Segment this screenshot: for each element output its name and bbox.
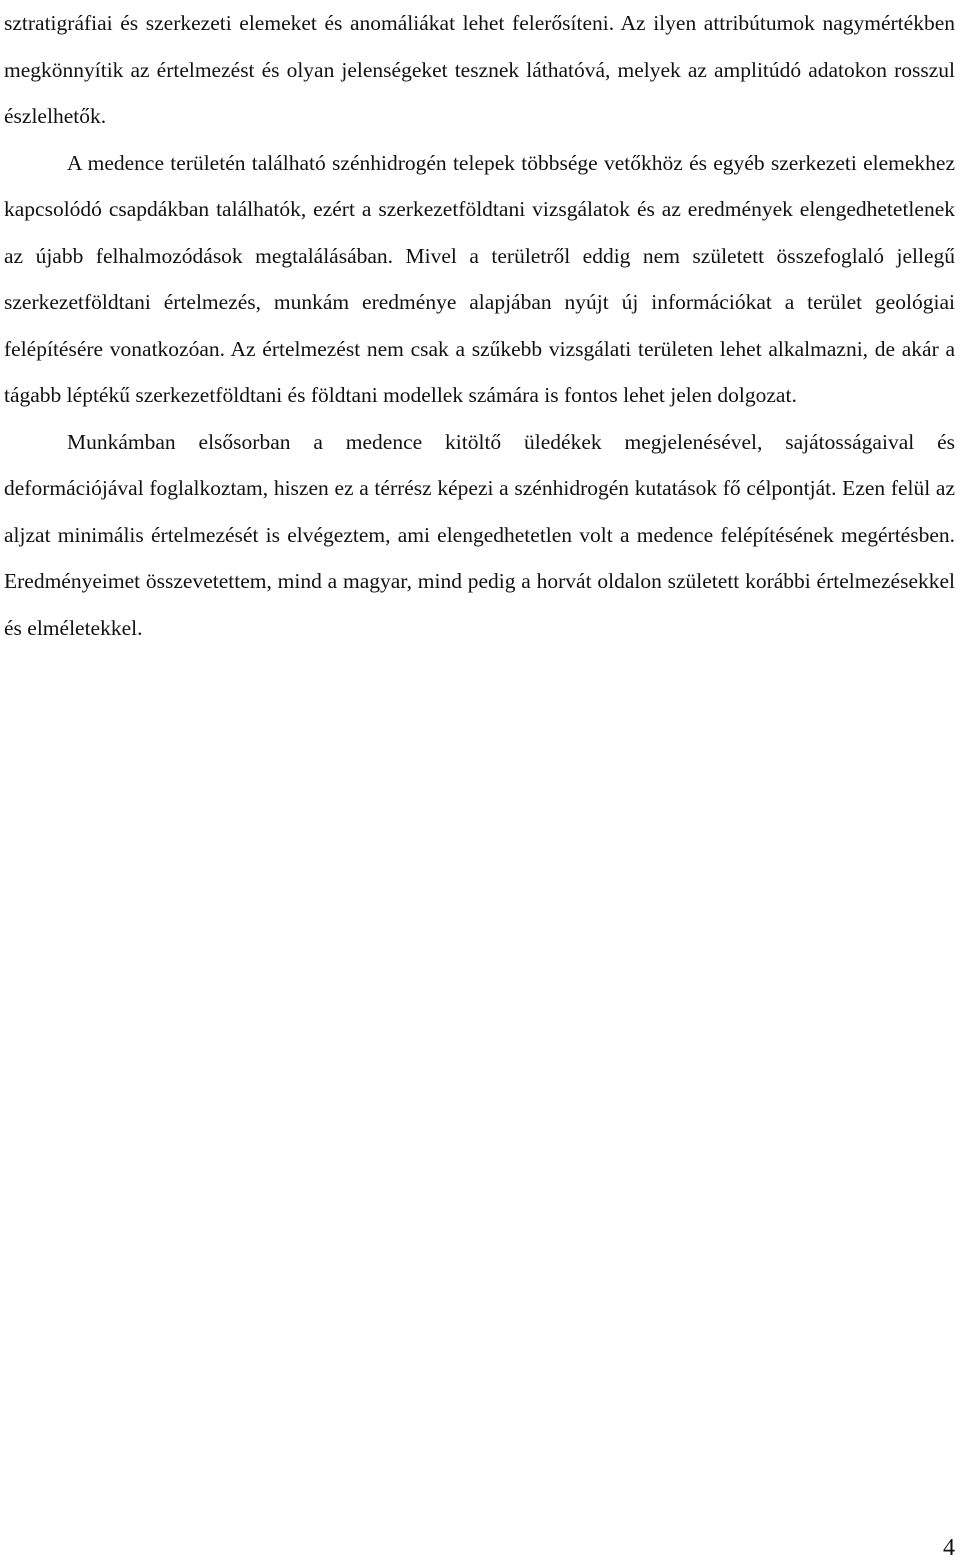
document-body [4, 0, 955, 651]
paragraph-research-scope: Munkámban elsősorban a medence kitöltő üledékek megjelenésével, sajátosságaival és deformációjával foglalkoztam, hiszen ez a térrész képezi a szénhidrogén kutatások fő célpontját. Ezen felül az aljzat minimális értelmezését is elvégeztem, ami elengedhetetlen volt a medence felépítésének megértésben. Eredményeimet összevetettem, mind a magyar, mind pedig a horvát oldalon született korábbi értelmezésekkel és elméletekkel. [4, 429, 955, 640]
page-number: 4 [943, 1535, 955, 1561]
paragraph-continuation: sztratigráfiai és szerkezeti elemeket és anomáliákat lehet felerősíteni. Az ilyen attribútumok nagymértékben megkönnyítik az értelmezést és olyan jelenségeket tesznek láthatóvá, melyek az amplitúdó adatokon rosszul észlelhetők. [4, 11, 955, 128]
paragraph-structural-analysis: A medence területén található szénhidrogén telepek többsége vetőkhöz és egyéb szerkezeti elemekhez kapcsolódó csapdákban találhatók, ezért a szerkezetföldtani vizsgálatok és az eredmények elengedhetetlenek az újabb felhalmozódások megtalálásában. Mivel a területről eddig nem született összefoglaló jellegű szerkezetföldtani értelmezés, munkám eredménye alapjában nyújt új információkat a terület geológiai felépítésére vonatkozóan. Az értelmezést nem csak a szűkebb vizsgálati területen lehet alkalmazni, de akár a tágabb léptékű szerkezetföldtani és földtani modellek számára is fontos lehet jelen dolgozat. [4, 150, 955, 407]
